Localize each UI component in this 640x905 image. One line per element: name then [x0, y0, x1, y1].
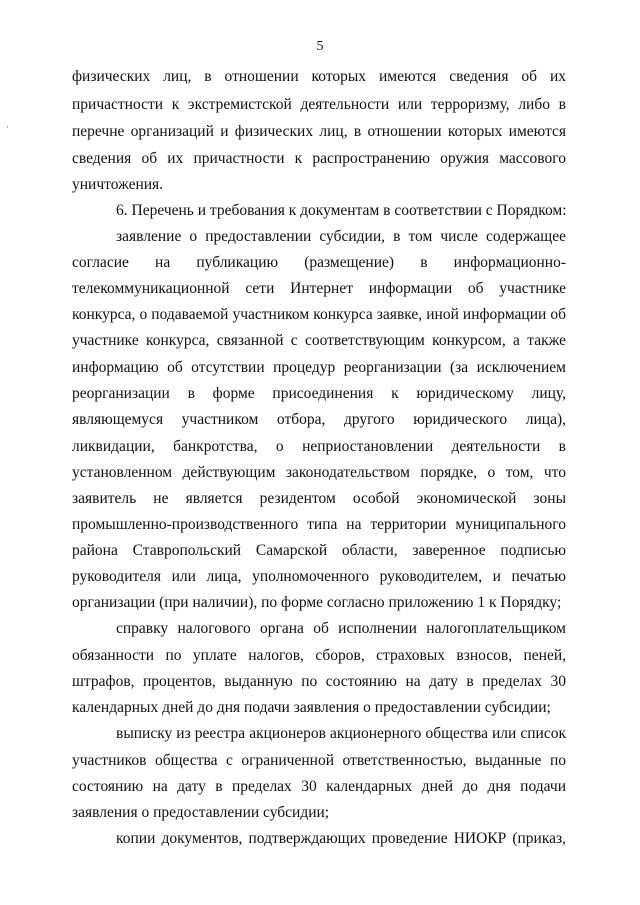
margin-mark: ·	[6, 122, 9, 132]
text-line: перечне организаций и физических лиц, в отношении которых имеются	[72, 123, 566, 140]
text-line: состоянию на дату в пределах 30 календарных дней до дня подачи	[72, 778, 566, 795]
text-line: уничтожения.	[72, 176, 164, 193]
text-line: заявления о предоставлении субсидии;	[72, 804, 330, 821]
text-line: участнике конкурса, связанной с соответствующим конкурсом, а также	[72, 332, 566, 349]
text-line: участников общества с ограниченной ответственностью, выданные по	[72, 752, 566, 769]
text-line: причастности к экстремистской деятельности или терроризму, либо в	[72, 96, 566, 113]
text-line: ликвидации, банкротства, о неприостановлении деятельности в	[72, 438, 566, 455]
text-line: физических лиц, в отношении которых имеются сведения об их	[72, 68, 566, 85]
text-line: сведения об их причастности к распространению оружия массового	[72, 150, 566, 167]
text-line: заявление о предоставлении субсидии, в том числе содержащее	[116, 228, 566, 245]
text-line: организации (при наличии), по форме согласно приложению 1 к Порядку;	[72, 594, 562, 611]
text-line: заявитель не является резидентом особой экономической зоны	[72, 490, 566, 507]
text-line: телекоммуникационной сети Интернет информации об участнике	[72, 280, 566, 297]
text-line: обязанности по уплате налогов, сборов, страховых взносов, пеней,	[72, 647, 566, 664]
page-number: 5	[316, 39, 324, 54]
text-line: установленном действующим законодательством порядке, о том, что	[72, 464, 566, 481]
text-line: реорганизации в форме присоединения к юридическому лицу,	[72, 385, 566, 402]
text-line: руководителя или лица, уполномоченного руководителем, и печатью	[72, 568, 566, 585]
text-line: выписку из реестра акционеров акционерного общества или список	[116, 725, 566, 742]
text-line: являющемуся участником отбора, другого юридического лица),	[72, 411, 566, 428]
text-line: штрафов, процентов, выданную по состоянию на дату в пределах 30	[72, 673, 566, 690]
text-line: конкурса, о подаваемой участником конкурса заявке, иной информации об	[72, 306, 566, 323]
text-line: копии документов, подтверждающих проведение НИОКР (приказ,	[116, 830, 566, 847]
text-line: информацию об отсутствии процедур реорганизации (за исключением	[72, 359, 566, 376]
text-line: района Ставропольский Самарской области, заверенное подписью	[72, 542, 566, 559]
text-line: справку налогового органа об исполнении налогоплательщиком	[116, 620, 566, 637]
section-heading: 6. Перечень и требования к документам в соответствии с Порядком:	[116, 202, 567, 219]
text-line: согласие на публикацию (размещение) в информационно-	[72, 254, 566, 271]
text-line: промышленно-производственного типа на территории муниципального	[72, 516, 566, 533]
text-line: календарных дней до дня подачи заявления о предоставлении субсидии;	[72, 699, 551, 716]
